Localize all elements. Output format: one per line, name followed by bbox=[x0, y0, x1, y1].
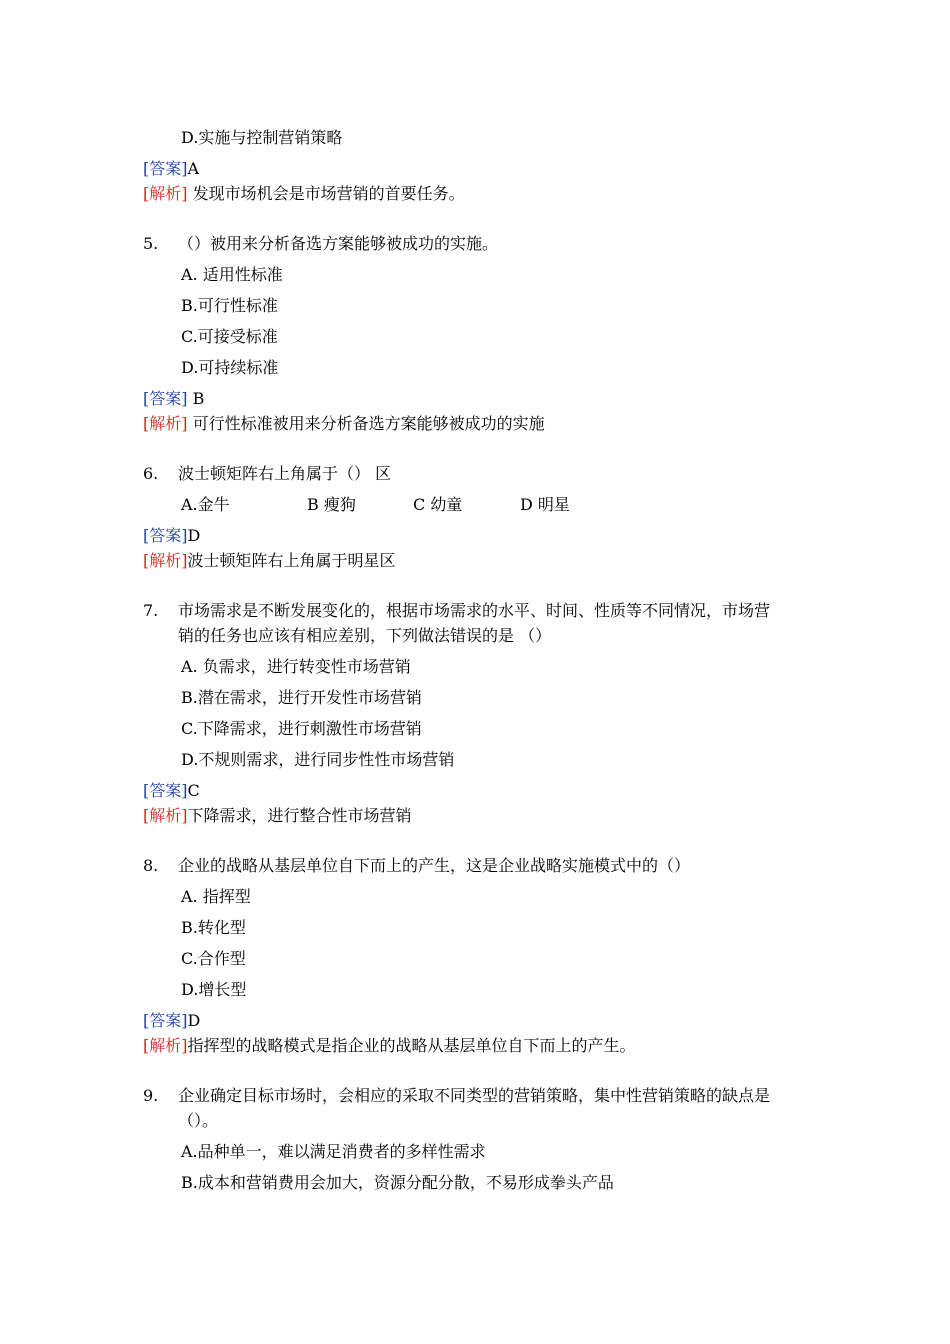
question-text-line-1: 市场需求是不断发展变化的，根据市场需求的水平、时间、性质等不同情况，市场营 bbox=[178, 601, 771, 620]
explain-line bbox=[143, 805, 412, 827]
option-a: A. 适用性标准 bbox=[181, 265, 283, 284]
answer-value: A bbox=[187, 159, 200, 178]
answer-value: D bbox=[187, 526, 201, 545]
option-b: B.转化型 bbox=[181, 918, 246, 937]
option-b: B 瘦狗 bbox=[307, 495, 356, 514]
option-d: D.可持续标准 bbox=[181, 358, 279, 377]
explain-tag: [解析] bbox=[143, 551, 188, 570]
answer-value: B bbox=[187, 389, 205, 408]
question-text: 企业的战略从基层单位自下而上的产生，这是企业战略实施模式中的（） bbox=[178, 856, 691, 875]
answer-line bbox=[143, 525, 200, 547]
explain-tag: [解析] bbox=[143, 184, 188, 203]
question-text-line-2: 销的任务也应该有相应差别，下列做法错误的是 （） bbox=[178, 626, 552, 645]
question-number: 9. bbox=[143, 1086, 159, 1105]
explain-tag: [解析] bbox=[143, 1036, 188, 1055]
option-b: B.可行性标准 bbox=[181, 296, 278, 315]
option-a: A.金牛 bbox=[181, 495, 230, 514]
explain-tag: [解析] bbox=[143, 806, 188, 825]
question-number: 5. bbox=[143, 234, 159, 253]
option-c: C.下降需求，进行刺激性市场营销 bbox=[181, 719, 422, 738]
answer-tag: [答案] bbox=[143, 389, 188, 408]
question-text: （）被用来分析备选方案能够被成功的实施。 bbox=[178, 234, 499, 253]
option-b: B.成本和营销费用会加大，资源分配分散，不易形成拳头产品 bbox=[181, 1173, 614, 1192]
question-number: 8. bbox=[143, 856, 159, 875]
explain-text: 发现市场机会是市场营销的首要任务。 bbox=[187, 184, 465, 203]
answer-tag: [答案] bbox=[143, 526, 188, 545]
explain-text: 指挥型的战略模式是指企业的战略从基层单位自下而上的产生。 bbox=[187, 1036, 636, 1055]
answer-tag: [答案] bbox=[143, 781, 188, 800]
answer-tag: [答案] bbox=[143, 159, 188, 178]
option-a: A.品种单一，难以满足消费者的多样性需求 bbox=[181, 1142, 486, 1161]
question-text-line-1: 企业确定目标市场时，会相应的采取不同类型的营销策略，集中性营销策略的缺点是 bbox=[178, 1086, 771, 1105]
option-c: C 幼童 bbox=[413, 495, 463, 514]
option-b: B.潜在需求，进行开发性市场营销 bbox=[181, 688, 422, 707]
question-text-line-2: （）。 bbox=[178, 1111, 219, 1130]
option-a: A. 指挥型 bbox=[181, 887, 251, 906]
option-d: D.不规则需求，进行同步性性市场营销 bbox=[181, 750, 455, 769]
explain-line bbox=[143, 1035, 636, 1057]
question-number: 6. bbox=[143, 464, 159, 483]
explain-text: 可行性标准被用来分析备选方案能够被成功的实施 bbox=[187, 414, 545, 433]
explain-text: 下降需求，进行整合性市场营销 bbox=[187, 806, 412, 825]
answer-line bbox=[143, 158, 199, 180]
option-c: C.合作型 bbox=[181, 949, 246, 968]
option-d: D.增长型 bbox=[181, 980, 247, 999]
explain-text: 波士顿矩阵右上角属于明星区 bbox=[187, 551, 396, 570]
option-d: D 明星 bbox=[520, 495, 570, 514]
question-number: 7. bbox=[143, 601, 159, 620]
answer-tag: [答案] bbox=[143, 1011, 188, 1030]
answer-value: D bbox=[187, 1011, 201, 1030]
explain-line bbox=[143, 550, 396, 572]
answer-value: C bbox=[187, 781, 200, 800]
option-c: C.可接受标准 bbox=[181, 327, 278, 346]
answer-line bbox=[143, 388, 204, 410]
explain-tag: [解析] bbox=[143, 414, 188, 433]
option-a: A. 负需求，进行转变性市场营销 bbox=[181, 657, 411, 676]
explain-line bbox=[143, 183, 465, 205]
option-d: D.实施与控制营销策略 bbox=[181, 128, 343, 147]
explain-line bbox=[143, 413, 545, 435]
answer-line bbox=[143, 780, 200, 802]
question-text: 波士顿矩阵右上角属于（） 区 bbox=[178, 464, 392, 483]
answer-line bbox=[143, 1010, 200, 1032]
